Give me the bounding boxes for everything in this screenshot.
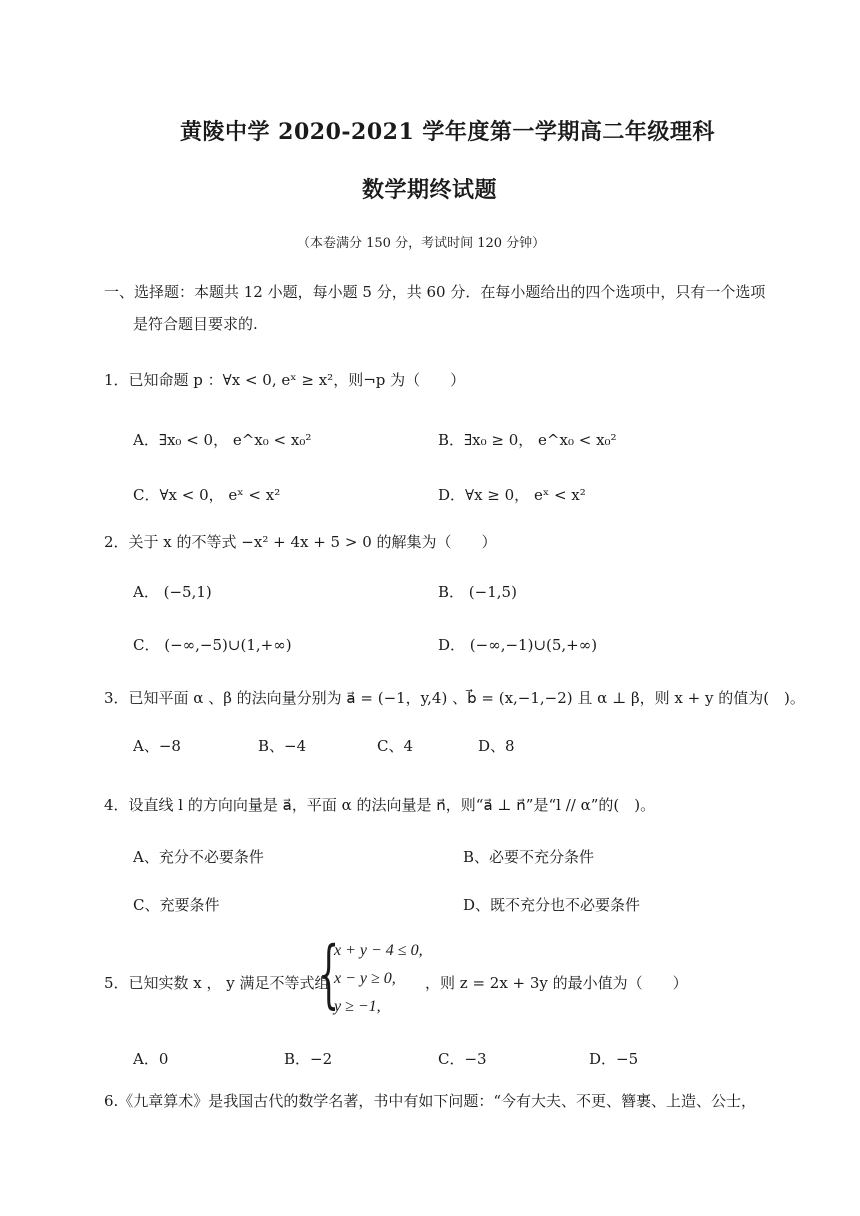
system-brace: { (318, 931, 340, 1017)
exam-note: （本卷满分 150 分，考试时间 120 分钟） (297, 236, 546, 251)
question-5-option-d: D．−5 (589, 1050, 639, 1068)
question-4-option-a: A、充分不必要条件 (133, 848, 264, 866)
question-4-option-c: C、充要条件 (133, 896, 220, 914)
question-3-stem: 3．已知平面 α 、β 的法向量分别为 a⃗ = (−1，y,4) 、b⃗ = (x,−1,−2) 且 α ⊥ β，则 x + y 的值为( )。 (104, 689, 805, 707)
question-3-option-b: B、−4 (258, 737, 307, 755)
exam-title-line1: 黄陵中学 2020-2021 学年度第一学期高二年级理科 (180, 119, 715, 145)
question-2-option-d: D． (−∞,−1)∪(5,+∞) (438, 636, 598, 654)
system-inequality-2: x − y ≥ 0, (334, 970, 396, 987)
question-3-option-c: C、4 (377, 737, 414, 755)
system-inequality-3: y ≥ −1, (334, 998, 381, 1015)
question-4-option-d: D、既不充分也不必要条件 (463, 896, 641, 914)
question-4-stem: 4．设直线 l 的方向向量是 a⃗，平面 α 的法向量是 n⃗，则“a⃗ ⊥ n⃗”是“l // α”的( )。 (104, 796, 656, 814)
question-1-stem: 1．已知命题 p ：∀x < 0, eˣ ≥ x²，则¬p 为（ ） (104, 371, 466, 389)
section-heading-line1: 一、选择题：本题共 12 小题，每小题 5 分，共 60 分．在每小题给出的四个选项中，只有一个选项 (104, 283, 766, 301)
system-inequality-1: x + y − 4 ≤ 0, (334, 942, 423, 959)
question-3-option-d: D、8 (478, 737, 515, 755)
question-1-option-b: B．∃x₀ ≥ 0， e^x₀ < x₀² (438, 431, 617, 449)
question-6-stem: 6.《九章算术》是我国古代的数学名著，书中有如下问题：“今有大夫、不更、簪裹、上造、公士， (104, 1092, 756, 1110)
question-5-stem-right: ，则 z = 2x + 3y 的最小值为（ ） (425, 974, 688, 992)
section-heading-line2: 是符合题目要求的. (133, 315, 258, 333)
question-5-option-b: B．−2 (284, 1050, 333, 1068)
question-5-option-a: A．0 (133, 1050, 169, 1068)
question-1-option-a: A．∃x₀ < 0， e^x₀ < x₀² (133, 431, 312, 449)
question-2-option-c: C． (−∞,−5)∪(1,+∞) (133, 636, 292, 654)
question-2-option-b: B． (−1,5) (438, 583, 517, 601)
question-5-stem-left: 5．已知实数 x ， y 满足不等式组 (104, 974, 330, 992)
question-1-option-c: C．∀x < 0， eˣ < x² (133, 486, 281, 504)
question-4-option-b: B、必要不充分条件 (463, 848, 595, 866)
question-2-option-a: A． (−5,1) (133, 583, 212, 601)
question-3-option-a: A、−8 (133, 737, 181, 755)
question-5-option-c: C．−3 (438, 1050, 487, 1068)
question-1-option-d: D．∀x ≥ 0， eˣ < x² (438, 486, 586, 504)
exam-title-line2: 数学期终试题 (362, 177, 498, 203)
question-2-stem: 2．关于 x 的不等式 −x² + 4x + 5 > 0 的解集为（ ） (104, 533, 497, 551)
